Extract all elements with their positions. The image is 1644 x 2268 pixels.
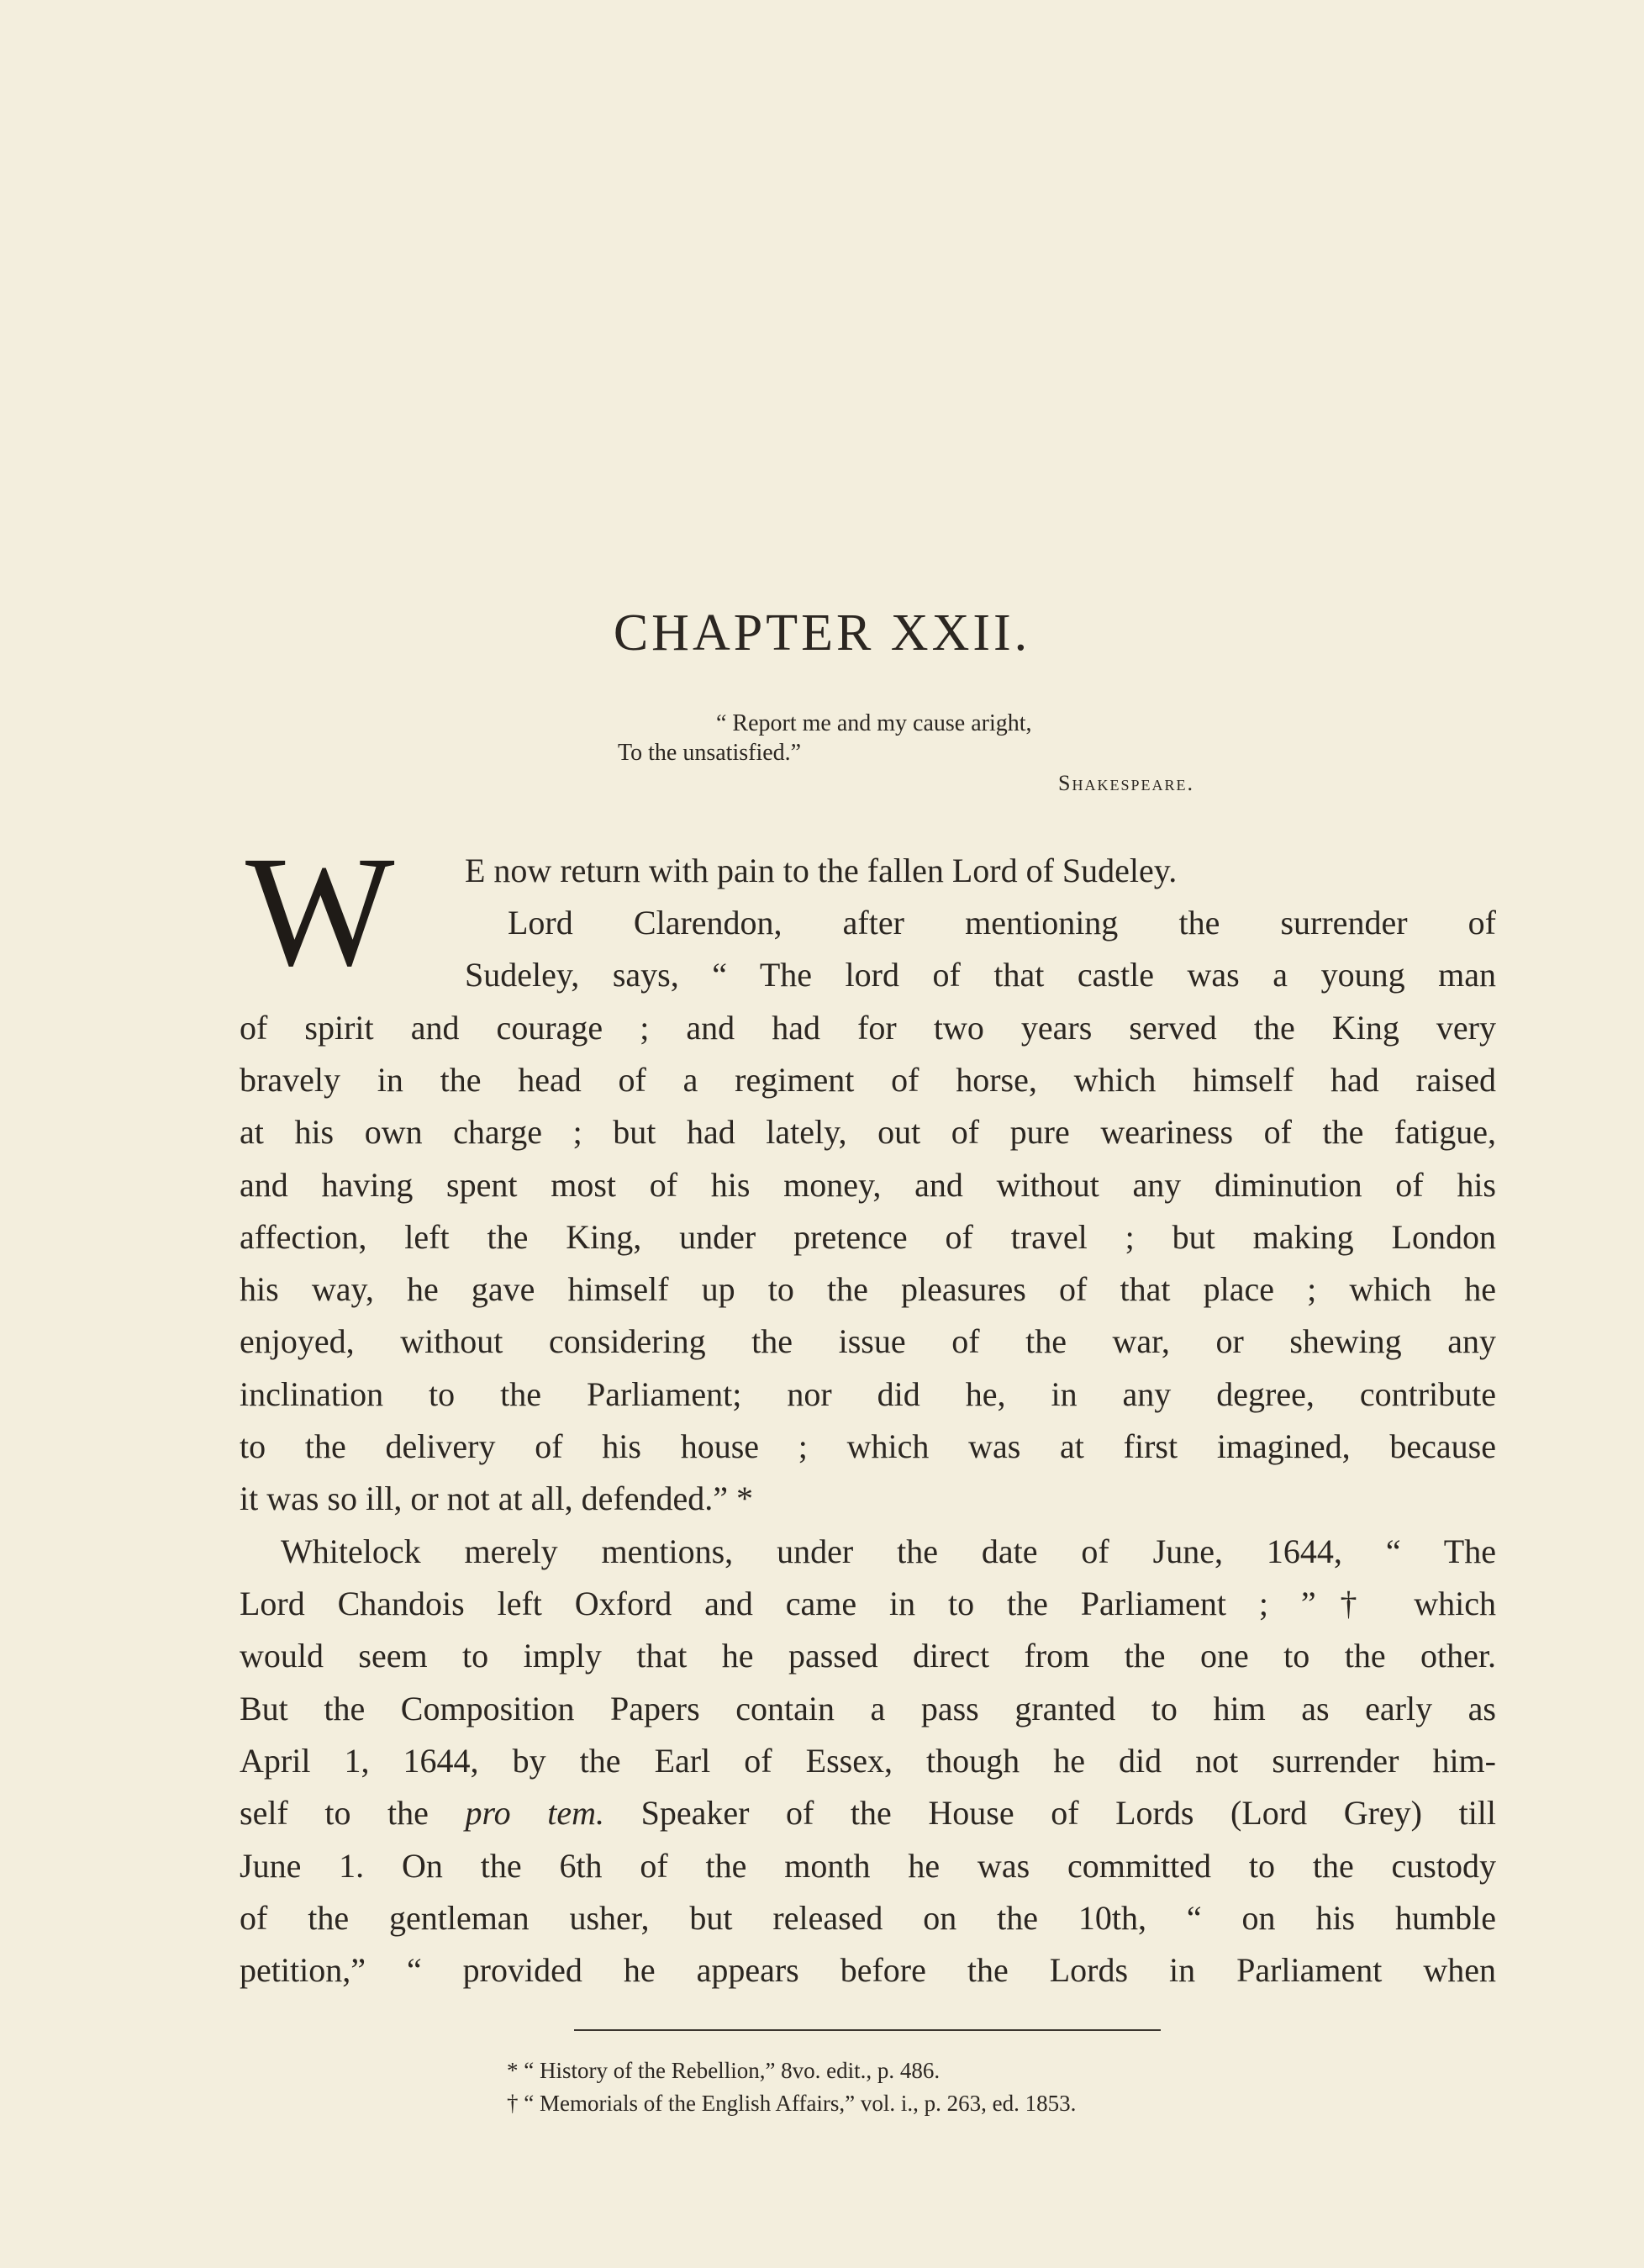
body-line: enjoyed, without considering the issue of the war, or shewing any (240, 1322, 1496, 1360)
drop-cap: W (245, 823, 395, 999)
body-line: Whitelock merely mentions, under the date of June, 1644, “ The (281, 1532, 1496, 1570)
body-line: of spirit and courage ; and had for two years served the King very (240, 1009, 1496, 1047)
body-line: to the delivery of his house ; which was at first imagined, because (240, 1427, 1496, 1465)
chapter-title: CHAPTER XXII. (613, 604, 1031, 662)
body-line: of the gentleman usher, but released on the 10th, “ on his humble (240, 1899, 1496, 1937)
body-line: June 1. On the 6th of the month he was committed to the custody (240, 1847, 1496, 1885)
body-line: April 1, 1644, by the Earl of Essex, though he did not surrender him- (240, 1742, 1496, 1780)
body-line: petition,” “ provided he appears before the Lords in Parliament when (240, 1951, 1496, 1989)
body-line (240, 1793, 1496, 1833)
body-line: affection, left the King, under pretence of travel ; but making London (240, 1218, 1496, 1256)
epigraph-line-2: To the unsatisfied.” (618, 740, 802, 766)
body-line: Sudeley, says, “ The lord of that castle was a young man (465, 956, 1496, 994)
body-line: Lord Clarendon, after mentioning the surrender of (508, 904, 1496, 941)
body-line: But the Composition Papers contain a pass granted to him as early as (240, 1690, 1496, 1727)
body-line: it was so ill, or not at all, defended.” * (240, 1479, 753, 1517)
footnote-2: † “ Memorials of the English Affairs,” vol. i., p. 263, ed. 1853. (507, 2091, 1077, 2116)
body-line: at his own charge ; but had lately, out of pure weariness of the fatigue, (240, 1113, 1496, 1151)
epigraph-line-1: “ Report me and my cause aright, (716, 710, 1032, 736)
body-line: E now return with pain to the fallen Lord of Sudeley. (465, 852, 1178, 889)
body-line-part: Speaker of the House of Lords (Lord Grey) till (640, 1794, 1497, 1832)
italic-phrase: pro tem. (465, 1794, 604, 1832)
footnote-1: * “ History of the Rebellion,” 8vo. edit., p. 486. (507, 2058, 941, 2083)
body-line: would seem to imply that he passed direct from the one to the other. (240, 1637, 1496, 1675)
epigraph-attribution: Shakespeare. (1058, 771, 1194, 795)
body-line-part: self to the (240, 1794, 429, 1832)
footnote-divider (574, 2029, 1161, 2031)
body-line: and having spent most of his money, and without any diminution of his (240, 1166, 1496, 1204)
body-line: bravely in the head of a regiment of horse, which himself had raised (240, 1061, 1496, 1099)
body-line: inclination to the Parliament; nor did he, in any degree, contribute (240, 1375, 1496, 1413)
body-line: Lord Chandois left Oxford and came in to the Parliament ; ”† which (240, 1585, 1496, 1622)
body-line: his way, he gave himself up to the pleasures of that place ; which he (240, 1270, 1496, 1308)
